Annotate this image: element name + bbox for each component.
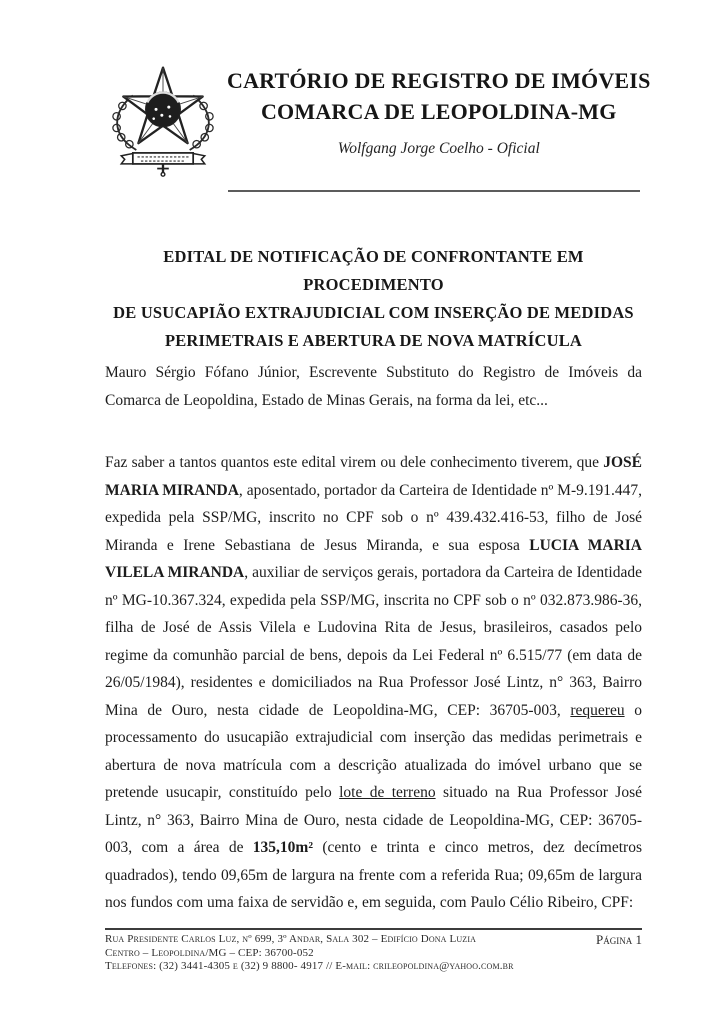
footer-address [105, 933, 514, 974]
header-titles [221, 62, 651, 158]
edital-title-line-3: PERIMETRAIS E ABERTURA DE NOVA MATRÍCULA [164, 331, 583, 350]
footer-address-line-2: Centro – Leopoldina/MG – CEP: 36700-052 [105, 946, 314, 959]
page-number: Página 1 [596, 932, 642, 947]
edital-title-line-1: EDITAL DE NOTIFICAÇÃO DE CONFRONTANTE EM PROCEDIMENTO [163, 247, 584, 294]
opening-paragraph: Mauro Sérgio Fófano Júnior, Escrevente Substituto do Registro de Imóveis da Comarca de Leopoldina, Estado de Minas Gerais, na forma da lei, etc... [105, 364, 642, 409]
cartorio-title-line-1: CARTÓRIO DE REGISTRO DE IMÓVEIS [227, 68, 651, 93]
document-footer [105, 933, 642, 974]
edital-title [105, 243, 642, 355]
footer-contact-line: Telefones: (32) 3441-4305 e (32) 9 8800- 4917 // E-mail: crileopoldina@yahoo.com.br [105, 960, 514, 972]
document-header [105, 62, 651, 180]
edital-title-line-2: DE USUCAPIÃO EXTRAJUDICIAL COM INSERÇÃO DE MEDIDAS [113, 303, 634, 322]
oficial-name-subtitle: Wolfgang Jorge Coelho - Oficial [337, 140, 540, 157]
header-divider [228, 190, 640, 192]
cartorio-title-line-2: COMARCA DE LEOPOLDINA-MG [260, 99, 617, 124]
brazil-coat-of-arms-icon [105, 62, 221, 180]
footer-address-line-1: Rua Presidente Carlos Luz, nº 699, 3º Andar, Sala 302 – Edifício Dona Luzia [105, 933, 477, 945]
main-body-paragraph: Faz saber a tantos quantos este edital virem ou dele conhecimento tiverem, que JOSÉ MARIA MIRANDA, aposentado, portador da Carteira de Identidade nº M-9.191.447, expedida pela SSP/MG, inscrito no CPF sob o nº 439.432.416-53, filho de José Miranda e Irene Sebastiana de Jesus Miranda, e sua esposa LUCIA MARIA VILELA MIRANDA, auxiliar de serviços gerais, portadora da Carteira de Identidade nº MG-10.367.324, expedida pela SSP/MG, inscrita no CPF sob o nº 032.873.986-36, filha de José de Assis Vilela e Ludovina Rita de Jesus, brasileiros, casados pelo regime da comunhão parcial de bens, depois da Lei Federal nº 6.515/77 (em data de 26/05/1984), residentes e domiciliados na Rua Professor José Lintz, n° 363, Bairro Mina de Ouro, nesta cidade de Leopoldina-MG, CEP: 36705-003, requereu o processamento do usucapião extrajudicial com inserção das medidas perimetrais e abertura de nova matrícula com a descrição atualizada do imóvel urbano que se pretende usucapir, constituído pelo lote de terreno situado na Rua Professor José Lintz, n° 363, Bairro Mina de Ouro, nesta cidade de Leopoldina-MG, CEP: 36705-003, com a área de 135,10m² (cento e trinta e cinco metros, dez decímetros quadrados), tendo 09,65m de largura na frente com a referida Rua; 09,65m de largura nos fundos com uma faixa de servidão e, em seguida, com Paulo Célio Ribeiro, CPF: [105, 454, 643, 911]
footer-divider [105, 928, 642, 930]
